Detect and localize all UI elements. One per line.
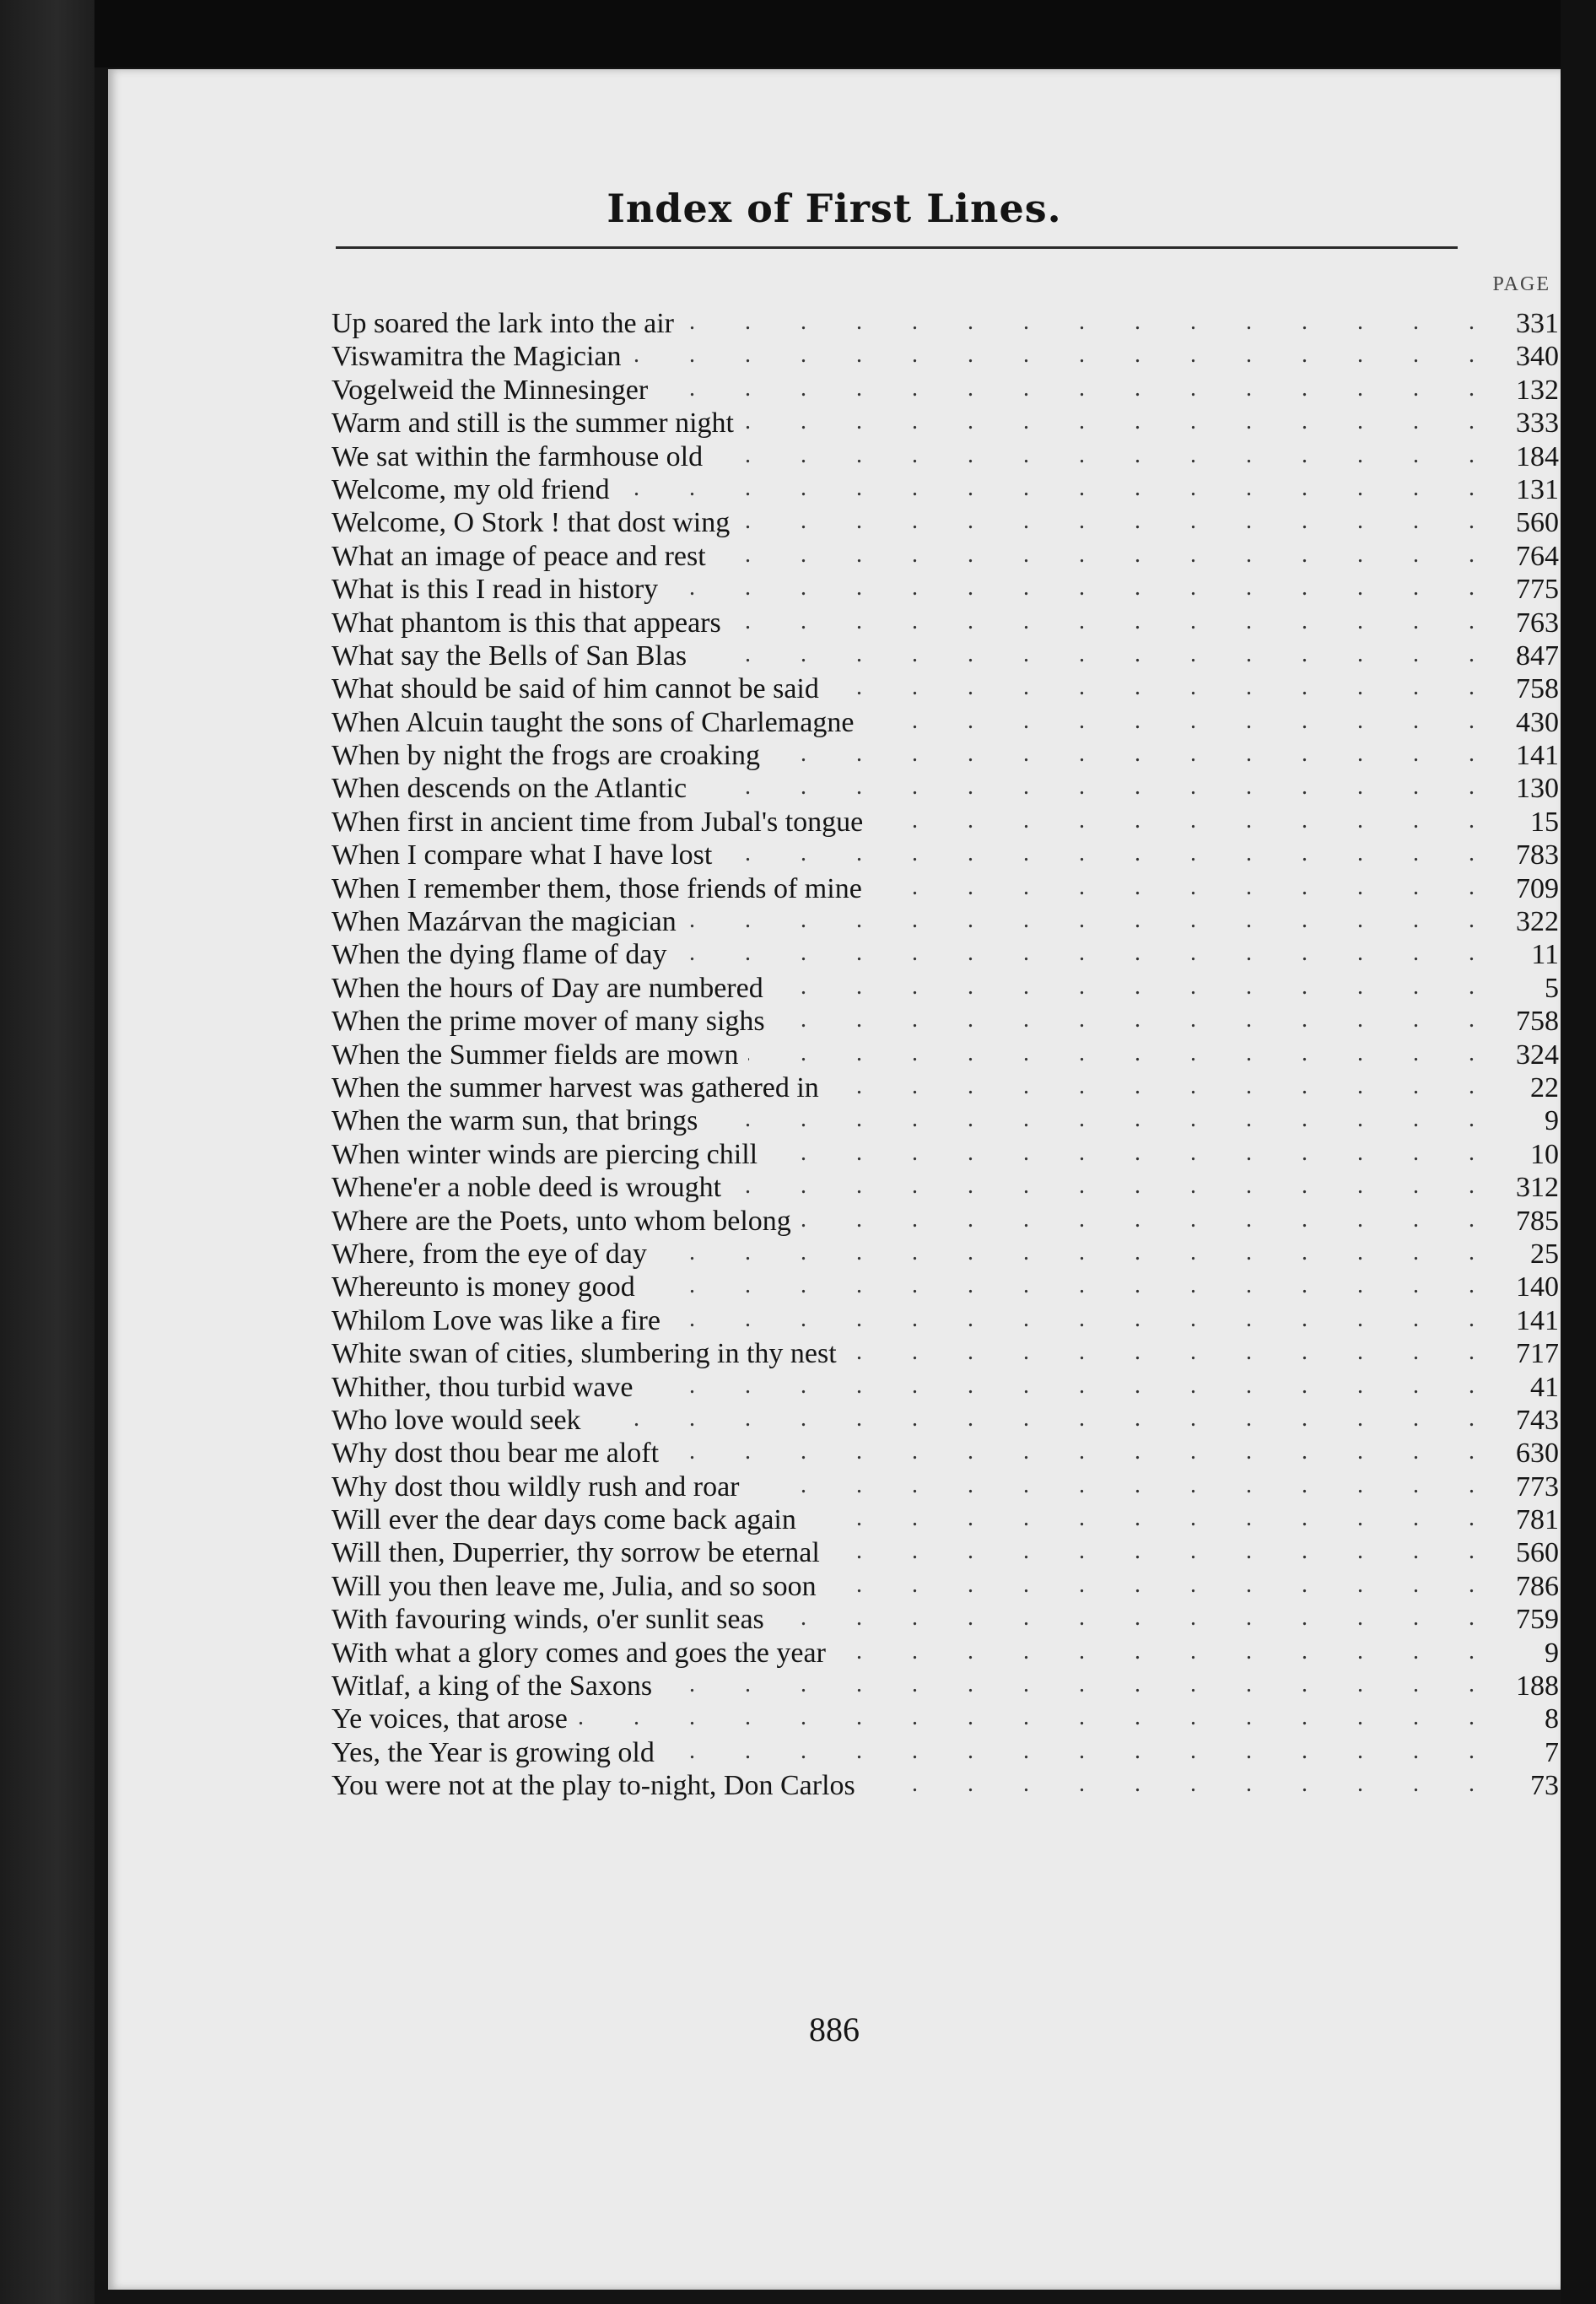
index-entry bbox=[332, 1005, 1559, 1038]
index-entry bbox=[332, 1769, 1559, 1802]
page-reference: 322 bbox=[1516, 906, 1559, 938]
first-line-text: With what a glory comes and goes the year bbox=[332, 1637, 826, 1669]
index-entry bbox=[332, 905, 1559, 938]
index-entry bbox=[332, 340, 1559, 373]
first-line-text: When descends on the Atlantic bbox=[332, 773, 687, 805]
book-page bbox=[108, 69, 1561, 2290]
index-entry bbox=[332, 1171, 1559, 1204]
index-entry bbox=[332, 639, 1559, 672]
dot-leader bbox=[620, 473, 1496, 499]
dot-leader bbox=[645, 1271, 1496, 1296]
index-entry bbox=[332, 1437, 1559, 1470]
dot-leader bbox=[847, 1337, 1496, 1362]
dot-leader bbox=[775, 1005, 1496, 1030]
first-line-text: Ye voices, that arose bbox=[332, 1703, 568, 1735]
index-entry bbox=[332, 1138, 1559, 1171]
dot-leader bbox=[671, 1304, 1496, 1330]
first-line-text: When the summer harvest was gathered in bbox=[332, 1071, 819, 1103]
page-column-label: PAGE bbox=[1492, 273, 1550, 295]
first-line-text: Whereunto is money good bbox=[332, 1271, 635, 1303]
dot-leader bbox=[744, 407, 1496, 432]
first-line-text: When the prime mover of many sighs bbox=[332, 1006, 765, 1038]
page-number: 886 bbox=[809, 2010, 860, 2048]
first-line-text: Who love would seek bbox=[332, 1404, 581, 1436]
index-entry bbox=[332, 672, 1559, 705]
index-entry bbox=[332, 1702, 1559, 1735]
dot-leader bbox=[748, 1039, 1496, 1064]
dot-leader bbox=[806, 1503, 1496, 1529]
page-reference: 15 bbox=[1530, 806, 1559, 838]
index-entry bbox=[332, 1736, 1559, 1769]
scan-border-left bbox=[0, 0, 94, 2304]
page-reference: 785 bbox=[1516, 1205, 1559, 1237]
dot-leader bbox=[865, 1769, 1496, 1794]
page-reference: 764 bbox=[1516, 540, 1559, 572]
first-line-text: When I remember them, those friends of mine bbox=[332, 872, 862, 904]
index-entry bbox=[332, 1271, 1559, 1303]
index-entry bbox=[332, 739, 1559, 772]
index-entry bbox=[332, 806, 1559, 839]
index-entry bbox=[332, 506, 1559, 539]
dot-leader bbox=[697, 639, 1496, 665]
dot-leader bbox=[662, 1670, 1496, 1695]
index-entry bbox=[332, 1536, 1559, 1569]
dot-leader bbox=[658, 374, 1496, 399]
index-entry bbox=[332, 1304, 1559, 1337]
first-line-text: Vogelweid the Minnesinger bbox=[332, 374, 649, 406]
dot-leader bbox=[740, 506, 1496, 531]
dot-leader bbox=[668, 573, 1496, 598]
index-entry bbox=[332, 573, 1559, 606]
first-line-text: Welcome, O Stork ! that dost wing bbox=[332, 507, 731, 539]
index-entry bbox=[332, 1039, 1559, 1071]
first-line-text: What say the Bells of San Blas bbox=[332, 639, 687, 672]
index-entry bbox=[332, 307, 1559, 340]
first-line-text: What an image of peace and rest bbox=[332, 540, 706, 572]
first-line-text: Whither, thou turbid wave bbox=[332, 1371, 634, 1403]
first-line-text: Why dost thou wildly rush and roar bbox=[332, 1470, 740, 1503]
dot-leader bbox=[684, 307, 1496, 332]
page-reference: 847 bbox=[1516, 639, 1559, 672]
index-entry bbox=[332, 440, 1559, 473]
page-reference: 630 bbox=[1516, 1438, 1559, 1470]
first-line-text: When the hours of Day are numbered bbox=[332, 972, 763, 1004]
page-reference: 141 bbox=[1516, 1304, 1559, 1336]
page-reference: 331 bbox=[1516, 308, 1559, 339]
page-reference: 758 bbox=[1516, 1006, 1559, 1038]
index-entry bbox=[332, 1071, 1559, 1104]
page-reference: 781 bbox=[1516, 1504, 1559, 1536]
page-reference: 7 bbox=[1545, 1736, 1559, 1768]
page-reference: 5 bbox=[1545, 972, 1559, 1004]
first-line-text: Whilom Love was like a fire bbox=[332, 1304, 661, 1336]
first-line-text: Witlaf, a king of the Saxons bbox=[332, 1670, 653, 1702]
first-line-text: What is this I read in history bbox=[332, 574, 659, 606]
first-line-text: Up soared the lark into the air bbox=[332, 308, 674, 339]
index-entry bbox=[332, 1205, 1559, 1238]
dot-leader bbox=[770, 739, 1496, 764]
first-line-text: What phantom is this that appears bbox=[332, 607, 721, 639]
page-reference: 10 bbox=[1530, 1138, 1559, 1170]
dot-leader bbox=[665, 1736, 1496, 1762]
page-reference: 709 bbox=[1516, 872, 1559, 904]
page-reference: 775 bbox=[1516, 574, 1559, 606]
dot-leader bbox=[872, 872, 1496, 898]
dot-leader bbox=[750, 1470, 1497, 1496]
dot-leader bbox=[829, 1071, 1496, 1097]
page-reference: 9 bbox=[1545, 1105, 1559, 1137]
index-entry bbox=[332, 839, 1559, 871]
page-reference: 773 bbox=[1516, 1470, 1559, 1503]
dot-leader bbox=[829, 672, 1496, 698]
page-reference: 184 bbox=[1516, 440, 1559, 472]
first-line-text: What should be said of him cannot be said bbox=[332, 673, 819, 705]
page-reference: 130 bbox=[1516, 773, 1559, 805]
page-reference: 22 bbox=[1530, 1071, 1559, 1103]
index-entry bbox=[332, 473, 1559, 506]
first-line-text: Will then, Duperrier, thy sorrow be eternal bbox=[332, 1537, 820, 1569]
dot-leader bbox=[830, 1536, 1496, 1562]
index-entry bbox=[332, 1470, 1559, 1503]
index-entry bbox=[332, 540, 1559, 573]
index-entry bbox=[332, 1637, 1559, 1670]
first-line-text: White swan of cities, slumbering in thy nest bbox=[332, 1338, 837, 1370]
index-entry bbox=[332, 1238, 1559, 1271]
first-line-text: Will ever the dear days come back again bbox=[332, 1504, 796, 1536]
index-entry bbox=[332, 1570, 1559, 1603]
dot-leader bbox=[657, 1238, 1496, 1263]
index-entry bbox=[332, 1404, 1559, 1437]
first-line-text: When by night the frogs are croaking bbox=[332, 740, 760, 772]
first-line-text: When Alcuin taught the sons of Charlemagne bbox=[332, 706, 855, 738]
index-entry bbox=[332, 1371, 1559, 1404]
dot-leader bbox=[774, 1603, 1496, 1628]
dot-leader bbox=[687, 905, 1496, 931]
first-line-text: When the dying flame of day bbox=[332, 939, 667, 971]
page-reference: 560 bbox=[1516, 507, 1559, 539]
page-reference: 131 bbox=[1516, 473, 1559, 505]
dot-leader bbox=[827, 1570, 1496, 1595]
first-line-text: Whene'er a noble deed is wrought bbox=[332, 1172, 722, 1204]
first-line-text: Will you then leave me, Julia, and so soon bbox=[332, 1570, 817, 1602]
index-entry bbox=[332, 772, 1559, 805]
page-reference: 73 bbox=[1530, 1770, 1559, 1802]
page-reference: 743 bbox=[1516, 1404, 1559, 1436]
page-reference: 783 bbox=[1516, 839, 1559, 871]
page-reference: 9 bbox=[1545, 1637, 1559, 1669]
dot-leader bbox=[591, 1404, 1496, 1429]
first-line-text: Yes, the Year is growing old bbox=[332, 1736, 655, 1768]
page-reference: 430 bbox=[1516, 706, 1559, 738]
dot-leader bbox=[864, 706, 1496, 731]
page-reference: 41 bbox=[1530, 1371, 1559, 1403]
index-entry bbox=[332, 1603, 1559, 1636]
index-entry bbox=[332, 1104, 1559, 1137]
first-line-text: With favouring winds, o'er sunlit seas bbox=[332, 1604, 764, 1636]
index-entry bbox=[332, 1337, 1559, 1370]
first-line-text: Welcome, my old friend bbox=[332, 473, 610, 505]
page-reference: 140 bbox=[1516, 1271, 1559, 1303]
dot-leader bbox=[731, 607, 1496, 632]
page-reference: 560 bbox=[1516, 1537, 1559, 1569]
first-line-text: When first in ancient time from Jubal's tongue bbox=[332, 806, 864, 838]
dot-leader bbox=[677, 938, 1496, 963]
dot-leader bbox=[722, 839, 1496, 864]
dot-leader bbox=[774, 972, 1496, 997]
index-entry bbox=[332, 938, 1559, 971]
first-line-text: You were not at the play to-night, Don Carlos bbox=[332, 1770, 855, 1802]
page-reference: 132 bbox=[1516, 374, 1559, 406]
dot-leader bbox=[801, 1205, 1496, 1230]
page-reference: 8 bbox=[1545, 1703, 1559, 1735]
page-reference: 340 bbox=[1516, 341, 1559, 373]
page-reference: 141 bbox=[1516, 740, 1559, 772]
page-reference: 25 bbox=[1530, 1238, 1559, 1270]
first-line-text: Viswamitra the Magician bbox=[332, 341, 622, 373]
dot-leader bbox=[643, 1371, 1496, 1396]
index-entry bbox=[332, 407, 1559, 440]
first-line-text: When winter winds are piercing chill bbox=[332, 1138, 758, 1170]
dot-leader bbox=[708, 1104, 1496, 1130]
dot-leader bbox=[697, 772, 1496, 797]
page-reference: 759 bbox=[1516, 1604, 1559, 1636]
dot-leader bbox=[632, 340, 1496, 365]
page-reference: 763 bbox=[1516, 607, 1559, 639]
page-reference: 11 bbox=[1531, 939, 1559, 971]
first-line-text: When Mazárvan the magician bbox=[332, 906, 677, 938]
dot-leader bbox=[873, 806, 1496, 831]
first-line-text: When the Summer fields are mown bbox=[332, 1039, 739, 1071]
dot-leader bbox=[713, 440, 1496, 466]
dot-leader bbox=[669, 1437, 1496, 1462]
page-reference: 324 bbox=[1516, 1039, 1559, 1071]
index-entry bbox=[332, 607, 1559, 639]
index-entry bbox=[332, 1670, 1559, 1702]
dot-leader bbox=[578, 1702, 1496, 1728]
first-line-text: Why dost thou bear me aloft bbox=[332, 1438, 660, 1470]
page-title: Index of First Lines. bbox=[607, 186, 1062, 231]
title-rule bbox=[336, 246, 1458, 249]
page-reference: 188 bbox=[1516, 1670, 1559, 1702]
index-entry bbox=[332, 972, 1559, 1005]
dot-leader bbox=[768, 1138, 1496, 1163]
first-line-text: Where, from the eye of day bbox=[332, 1238, 647, 1270]
index-entry bbox=[332, 872, 1559, 905]
page-reference: 312 bbox=[1516, 1172, 1559, 1204]
index-entry bbox=[332, 374, 1559, 407]
index-entry bbox=[332, 1503, 1559, 1536]
dot-leader bbox=[716, 540, 1496, 565]
page-reference: 717 bbox=[1516, 1338, 1559, 1370]
dot-leader bbox=[836, 1637, 1496, 1662]
first-lines-list bbox=[332, 307, 1559, 1803]
first-line-text: When the warm sun, that brings bbox=[332, 1105, 698, 1137]
dot-leader bbox=[731, 1171, 1496, 1196]
first-line-text: Where are the Poets, unto whom belong bbox=[332, 1205, 791, 1237]
page-reference: 333 bbox=[1516, 407, 1559, 440]
page-reference: 758 bbox=[1516, 673, 1559, 705]
index-entry bbox=[332, 706, 1559, 739]
scan-border-top bbox=[0, 0, 1596, 67]
first-line-text: When I compare what I have lost bbox=[332, 839, 713, 871]
scan-border-right bbox=[1561, 0, 1596, 2304]
first-line-text: We sat within the farmhouse old bbox=[332, 440, 704, 472]
first-line-text: Warm and still is the summer night bbox=[332, 407, 734, 440]
page-reference: 786 bbox=[1516, 1570, 1559, 1602]
